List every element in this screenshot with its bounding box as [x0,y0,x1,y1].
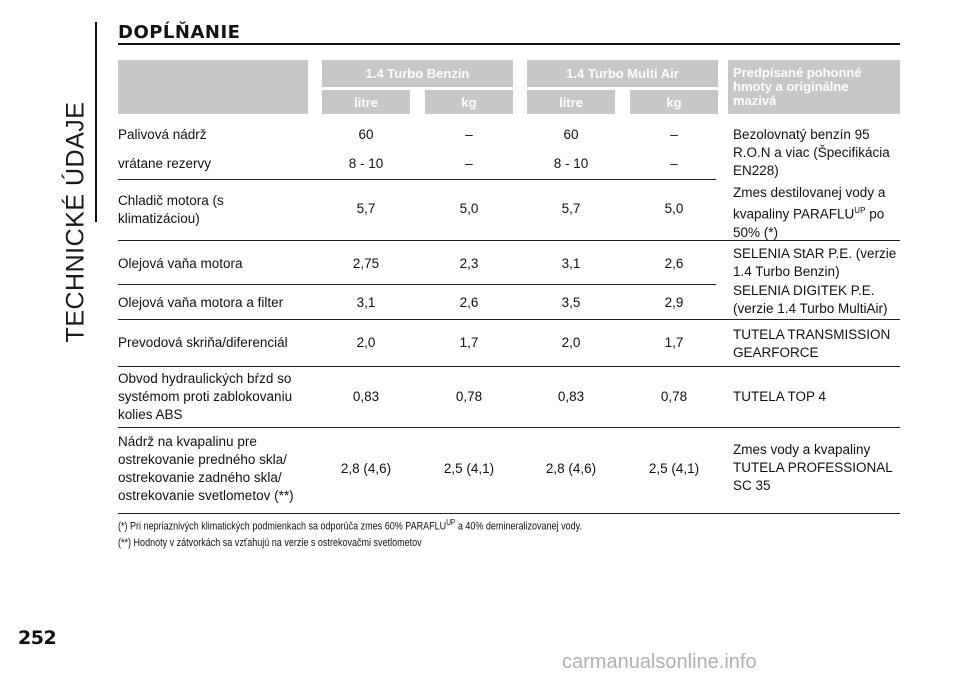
row-divider [118,427,900,428]
value-cell: 1,7 [664,335,684,350]
value-cell: – [465,156,473,171]
value-cell: 60 [358,127,374,142]
spec-washer: Zmes vody a kvapaliny TUTELA PROFESSIONAL SC 35 [733,442,893,493]
value-cell: 3,1 [356,295,376,310]
row-label-oil-sump-filter: Olejová vaňa motora a filter [118,295,284,310]
footnote-2: (**) Hodnoty v zátvorkách sa vzťahujú na verzie s ostrekovačmi svetlometov [118,537,422,549]
side-title-text: TECHNICKÉ ÚDAJE [61,101,90,343]
sub-header-litre-2: litre [559,95,583,110]
sub-header-kg-2: kg [666,95,682,110]
spec-coolant-text: Zmes destilovanej vody a kvapaliny PARAFLU [733,185,886,222]
footnote-1-tail: a 40% demineralizovanej vody. [455,520,583,533]
row-label-brakes: Obvod hydraulických bŕzd so systémom proti zablokovaniu kolies ABS [118,371,293,422]
page-number: 252 [18,627,57,649]
row-divider [118,513,900,514]
value-cell: – [670,156,678,171]
value-cell: 2,9 [664,295,684,310]
value-cell: 5,7 [356,201,376,216]
spec-header: Predpísané pohonné hmoty a originálne mazivá [733,65,862,108]
row-label-radiator: Chladič motora (s klimatizáciou) [118,193,224,226]
footnote-1 [118,518,582,533]
value-cell: 5,0 [459,201,479,216]
value-cell: 0,83 [557,389,585,404]
spec-coolant [733,184,903,242]
row-label-fuel-tank: Palivová nádrž [118,127,207,142]
row-divider [118,319,900,320]
value-cell: – [465,127,473,142]
value-cell: 3,5 [561,295,581,310]
row-label-washer: Nádrž na kvapalinu pre ostrekovanie predného skla/ ostrekovanie zadného skla/ ostrekovanie svetlometov (**) [118,434,294,503]
value-cell: 5,7 [561,201,581,216]
header-label-cell [118,60,308,114]
value-cell: 2,5 (4,1) [443,461,495,476]
spec-coolant-tail: po 50% (*) [733,206,885,240]
value-cell: 1,7 [459,335,479,350]
value-cell: 60 [563,127,579,142]
row-divider [118,284,716,285]
group-header-multiair: 1.4 Turbo Multi Air [566,66,679,81]
group-header-benzin: 1.4 Turbo Benzín [365,66,470,81]
value-cell: 2,0 [561,335,581,350]
footnote-1-text: (*) Pri nepriaznivých klimatických podmienkach sa odporúča zmes 60% PARAFLU [118,520,447,533]
footnote-1-sup: UP [446,518,456,527]
value-cell: 2,3 [459,256,479,271]
value-cell: 8 - 10 [348,156,384,171]
spec-brake: TUTELA TOP 4 [733,389,827,404]
value-cell: 2,8 (4,6) [340,461,392,476]
row-label-oil-sump: Olejová vaňa motora [118,256,243,271]
title-underline [118,43,900,45]
spec-fuel: Bezolovnatý benzín 95 R.O.N a viac (Špecifikácia EN228) [733,127,890,178]
row-label-gearbox: Prevodová skriňa/diferenciál [118,335,288,350]
value-cell: 2,5 (4,1) [648,461,700,476]
row-label-reserve: vrátane rezervy [118,156,212,171]
value-cell: 0,83 [352,389,380,404]
value-cell: 3,1 [561,256,581,271]
value-cell: 2,6 [664,256,684,271]
spec-gear: TUTELA TRANSMISSION GEARFORCE [733,327,891,360]
value-cell: 2,0 [356,335,376,350]
value-cell: 2,6 [459,295,479,310]
value-cell: 0,78 [660,389,688,404]
value-cell: 0,78 [455,389,483,404]
section-title: DOPĹŇANIE [118,22,241,43]
value-cell: 5,0 [664,201,684,216]
spec-oil-benzin: SELENIA StAR P.E. (verzie 1.4 Turbo Benzin) [733,246,897,279]
value-cell: 8 - 10 [553,156,589,171]
sub-header-litre-1: litre [354,95,378,110]
side-divider [95,22,97,222]
sub-header-kg-1: kg [461,95,477,110]
value-cell: 2,75 [352,256,380,271]
spec-coolant-sup: UP [854,206,866,215]
row-divider [118,179,716,180]
value-cell: – [670,127,678,142]
spec-oil-multiair: SELENIA DIGITEK P.E. (verzie 1.4 Turbo MultiAir) [733,283,888,316]
row-divider [118,366,900,367]
watermark: carmanualsonline.info [562,651,757,673]
value-cell: 2,8 (4,6) [545,461,597,476]
